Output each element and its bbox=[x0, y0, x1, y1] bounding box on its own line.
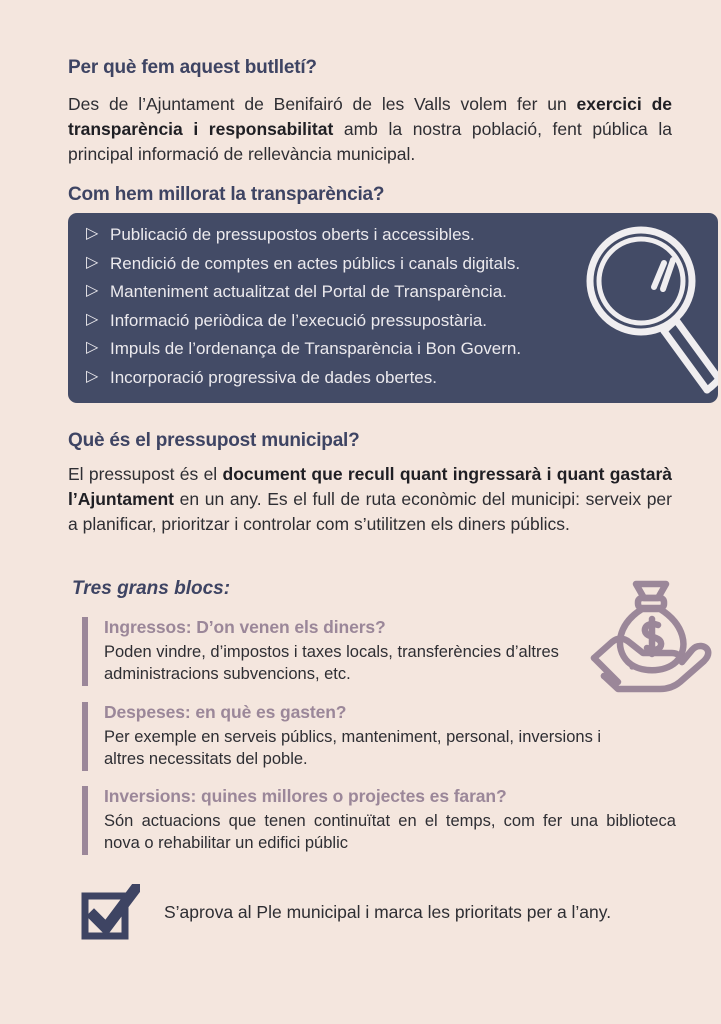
checked-checkbox-icon bbox=[80, 884, 140, 940]
transparency-heading: Com hem millorat la transparència? bbox=[68, 184, 385, 205]
list-item bbox=[86, 255, 718, 272]
block-inversions bbox=[82, 786, 676, 855]
list-item-label: Impuls de l’ordenança de Transparència i Bon Govern. bbox=[110, 339, 522, 358]
block-body: Són actuacions que tenen continuïtat en el temps, com fer una biblioteca nova o rehabilitar un edifici públic bbox=[104, 812, 676, 853]
block-title: Inversions: quines millores o projectes es faran? bbox=[104, 786, 507, 806]
list-item-label: Informació periòdica de l’execució pressupostària. bbox=[110, 310, 488, 330]
transparency-highlight-box bbox=[68, 213, 718, 403]
block-title: Despeses: en què es gasten? bbox=[104, 702, 347, 722]
triangle-bullet-icon: ▷ bbox=[86, 310, 99, 328]
approval-note bbox=[80, 884, 680, 940]
triangle-bullet-icon: ▷ bbox=[86, 367, 99, 385]
list-item bbox=[86, 369, 718, 386]
list-item-label: Manteniment actualitzat del Portal de Transparència. bbox=[110, 282, 507, 301]
intro-heading: Per què fem aquest butlletí? bbox=[68, 57, 317, 78]
list-item-label: Rendició de comptes en actes públics i canals digitals. bbox=[110, 253, 521, 273]
budget-heading: Què és el pressupost municipal? bbox=[68, 430, 360, 451]
triangle-bullet-icon: ▷ bbox=[86, 339, 99, 356]
transparency-list bbox=[68, 213, 718, 386]
list-item bbox=[86, 283, 718, 300]
list-item bbox=[86, 340, 718, 357]
budget-paragraph: El pressupost és el document que recull quant ingressarà i quant gastarà l’Ajuntament en un any. Es el full de ruta econòmic del municipi: serveix per a planificar, prioritzar i controlar com s’utilitzen els diners públics. bbox=[68, 464, 673, 534]
block-despeses bbox=[82, 702, 662, 771]
approval-text: S’aprova al Ple municipal i marca les prioritats per a l’any. bbox=[164, 901, 612, 922]
list-item bbox=[86, 312, 718, 329]
list-item-label: Publicació de pressupostos oberts i accessibles. bbox=[110, 225, 475, 244]
block-title: Ingressos: D’on venen els diners? bbox=[104, 617, 386, 637]
intro-section bbox=[68, 57, 672, 167]
block-ingressos bbox=[82, 617, 662, 686]
block-body: Per exemple en serveis públics, manteniment, personal, inversions i altres necessitats del poble. bbox=[104, 728, 602, 769]
list-item bbox=[86, 226, 718, 243]
blocks-heading: Tres grans blocs: bbox=[72, 578, 231, 599]
block-body: Poden vindre, d’impostos i taxes locals, transferències d’altres administracions subvencions, etc. bbox=[104, 643, 559, 684]
list-item-label: Incorporació progressiva de dades obertes. bbox=[110, 367, 437, 387]
intro-paragraph: Des de l’Ajuntament de Benifairó de les Valls volem fer un exercici de transparència i responsabilitat amb la nostra població, fent pública la principal informació de rellevància municipal. bbox=[68, 94, 672, 164]
triangle-bullet-icon: ▷ bbox=[86, 225, 99, 242]
triangle-bullet-icon: ▷ bbox=[86, 282, 99, 299]
triangle-bullet-icon: ▷ bbox=[86, 253, 99, 271]
